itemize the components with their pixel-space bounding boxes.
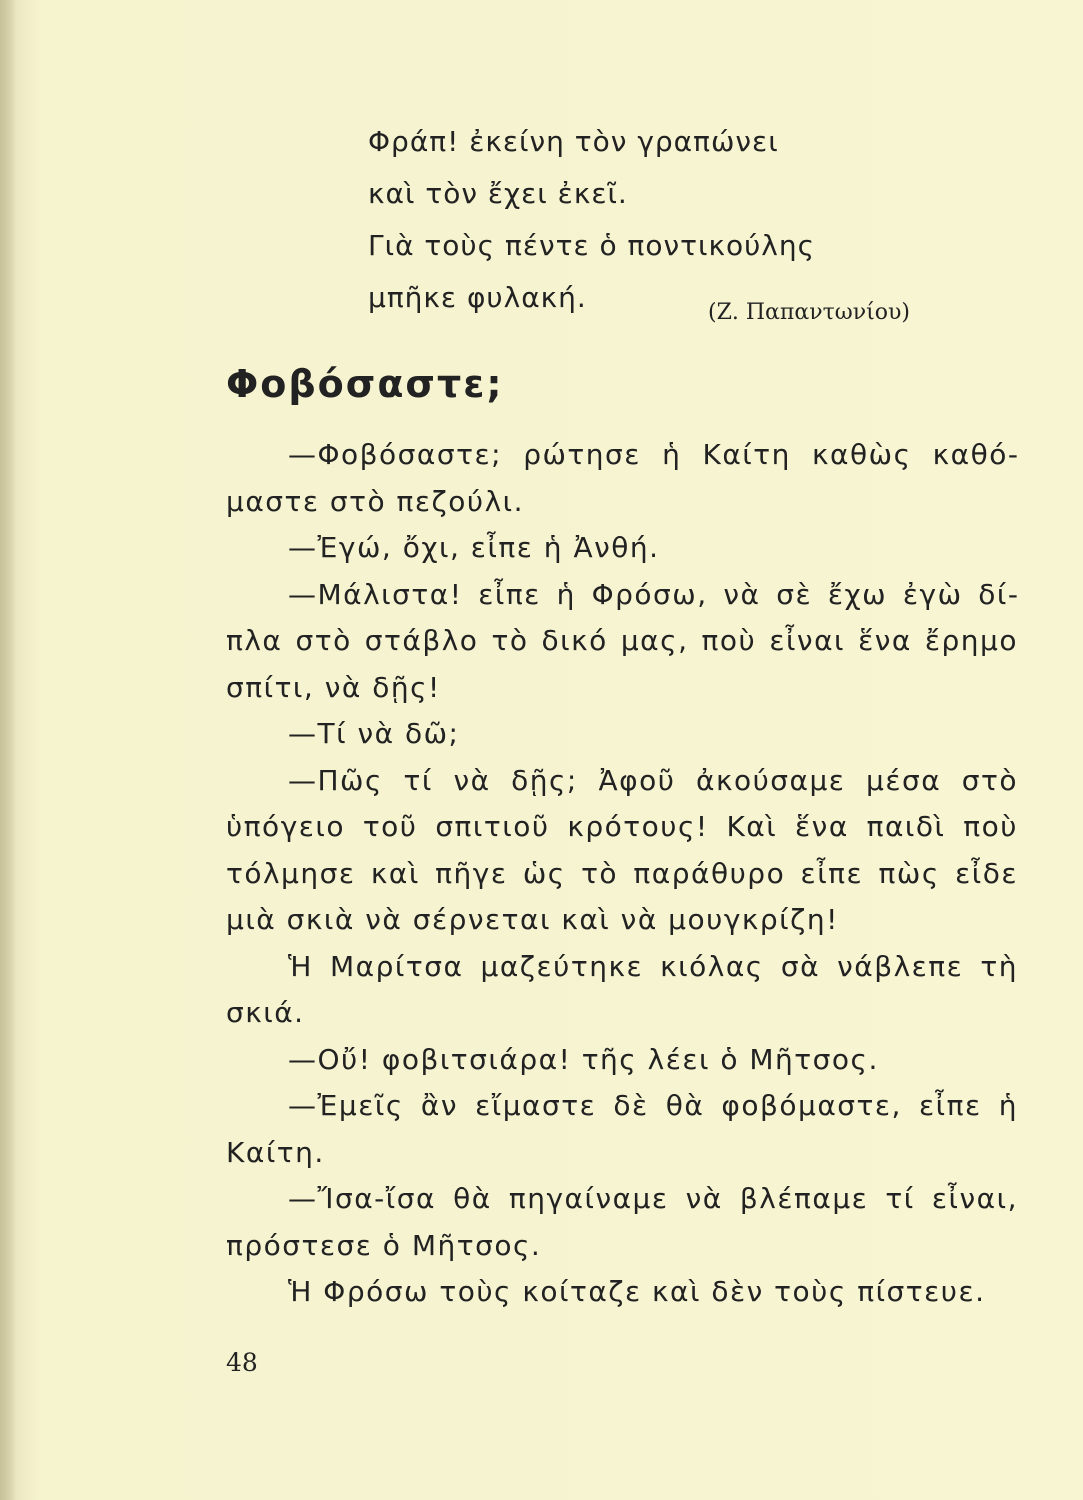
paragraph: —Ἐγώ, ὄχι, εἶπε ἡ Ἀνθή.: [288, 531, 660, 564]
paragraph: —Ἐμεῖς ἂν εἴμαστε δὲ θὰ φοβόμαστε, εἶπε ἡ Καίτη.: [226, 1089, 1018, 1169]
paragraph: —Τί νὰ δῶ;: [288, 717, 460, 750]
paragraph: —Πῶς τί νὰ δῇς; Ἀφοῦ ἀκούσαμε μέσα στὸ ὑπόγειο τοῦ σπιτιοῦ κρότους! Καὶ ἕνα παιδὶ ποὺ τόλμησε καὶ πῆγε ὡς τὸ παράθυρο εἶπε πὼς εἶδε μιὰ σκιὰ νὰ σέρνεται καὶ νὰ μουγκρίζη!: [226, 763, 1018, 936]
page-number: 48: [226, 1348, 258, 1377]
poem-line: καὶ τὸν ἔχει ἐκεῖ.: [368, 177, 628, 210]
poem-attribution: (Ζ. Παπαντωνίου): [708, 300, 910, 325]
story-title: Φοβόσαστε;: [226, 362, 504, 406]
poem-stanza: [368, 116, 968, 324]
paragraph: —Φοβόσαστε; ρώτησε ἡ Καίτη καθὼς καθόμαστε στὸ πεζούλι.: [226, 438, 1018, 518]
story-body: [226, 432, 1018, 1316]
paragraph: Ἡ Φρόσω τοὺς κοίταζε καὶ δὲν τοὺς πίστευε.: [288, 1275, 986, 1308]
paragraph: Ἡ Μαρίτσα μαζεύτηκε κιόλας σὰ νάβλεπε τὴ σκιά.: [226, 949, 1018, 1029]
paragraph: —Οὔ! φοβιτσιάρα! τῆς λέει ὁ Μῆτσος.: [288, 1042, 879, 1076]
paragraph: —Μάλιστα! εἶπε ἡ Φρόσω, νὰ σὲ ἔχω ἐγὼ δίπλα στὸ στάβλο τὸ δικό μας, ποὺ εἶναι ἕνα ἔρημο σπίτι, νὰ δῇς!: [226, 577, 1018, 704]
spine-shadow: [0, 0, 16, 1500]
paragraph: —Ἴσα-ἴσα θὰ πηγαίναμε νὰ βλέπαμε τί εἶναι, πρόστεσε ὁ Μῆτσος.: [226, 1182, 1018, 1262]
poem-line: Φράπ! ἐκείνη τὸν γραπώνει: [368, 125, 779, 158]
poem-line: μπῆκε φυλακή.: [368, 281, 587, 314]
poem-line: Γιὰ τοὺς πέντε ὁ ποντικούλης: [368, 229, 816, 262]
